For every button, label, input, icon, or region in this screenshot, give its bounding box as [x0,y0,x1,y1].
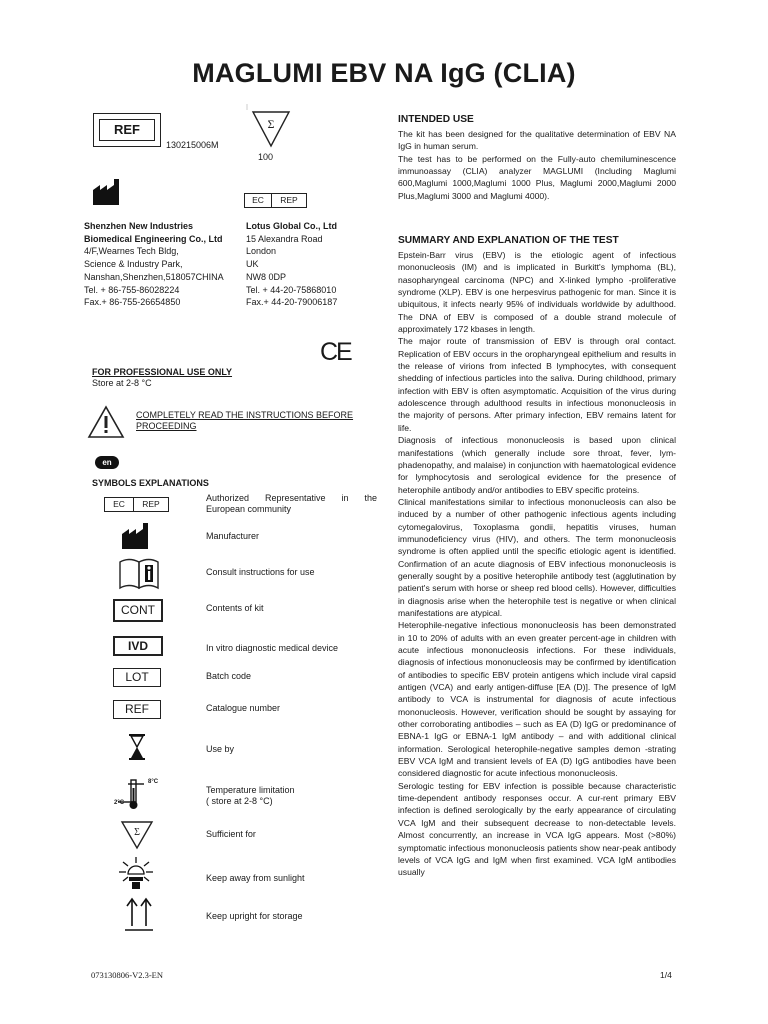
manufacturer-icon [92,178,124,211]
svg-text:Σ: Σ [134,827,140,838]
symbol-label-catalogue: Catalogue number [206,703,281,713]
symbol-label-manufacturer: Manufacturer [206,531,260,541]
language-badge: en [95,456,119,469]
paragraph: Epstein-Barr virus (EBV) is the etiologic agent of infectious mononucleosis (IM) and is implicated in Burkitt's lymphoma (BL), nasopharyngeal carcinoma (NPC) and X-linked lympho -proliferative syndrome (XLP). EBV is one herpesvirus pathogenic for man. Since it is ubiquitous, it infects nearly 95% of individuals worldwide by adulthood. The DNA of EBV is composed of a double strand molecule of approximately 172 kbases in length. [398,250,676,335]
representative-name: Lotus Global Co., Ltd [246,221,337,231]
ec-rep-symbol [244,193,307,208]
consult-instructions-icon [118,556,160,595]
summary-body [398,249,676,879]
intended-use-body [398,128,676,202]
svg-text:Σ: Σ [267,117,275,131]
address-line: Fax.+ 44-20-79006187 [246,297,338,308]
address-line: 15 Alexandra Road [246,233,323,244]
representative-address [246,220,386,309]
paragraph: The test has to be performed on the Fully-auto chemiluminescence immunoassay (CLIA) analyzer MAGLUMI (Including Maglumi 600,Maglumi 1000,Maglumi 1000 Plus, Maglumi 2000,Maglumi 2000 Plus,Maglumi 3000 and Maglumi 4000). [398,153,676,201]
ec-label: EC [113,499,125,509]
symbol-label-authorized-rep: Authorized Representative in the European community [206,493,377,514]
address-line: Nanshan,Shenzhen,518057CHINA [84,271,224,282]
symbol-label-sunlight: Keep away from sunlight [206,873,305,883]
symbol-label-upright: Keep upright for storage [206,911,303,921]
address-line: London [246,246,277,257]
temperature-limit-icon [114,776,164,812]
ivd-symbol: IVD [113,636,163,656]
address-line: Tel. + 44-20-75868010 [246,284,337,295]
ref-symbol-legend: REF [113,700,161,719]
rep-label: REP [133,498,168,511]
paragraph: The kit has been designed for the qualitative determination of EBV NA IgG in human serum. [398,129,676,152]
symbol-label-ivd: In vitro diagnostic medical device [206,643,339,653]
symbols-heading: SYMBOLS EXPLANATIONS [92,478,209,488]
ce-mark: CE [320,338,351,366]
keep-upright-icon [124,896,154,937]
storage-note: Store at 2-8 °C [92,378,152,388]
symbol-label-batch: Batch code [206,671,252,681]
temperature-label: Temperature limitation [206,785,295,795]
intended-use-heading: INTENDED USE [398,114,474,125]
sufficient-for-icon [233,104,293,148]
sufficient-for-icon [120,820,154,855]
manufacturer-name-2: Biomedical Engineering Co., Ltd [84,233,223,244]
paragraph: Diagnosis of infectious mononucleosis is based upon clinical manifestations (which generally include sore throat, fever, lym-phadenopathy, and malaise) in conjunction with haematological evidence for lymphocytosis and serological evidence for the presence of heterophile antibody and/or antibodies to EBV specific proteins. [398,435,676,495]
manufacturer-address [84,220,234,309]
warning-text: COMPLETELY READ THE INSTRUCTIONS BEFORE PROCEEDING [136,410,354,431]
manufacturer-name: Shenzhen New Industries [84,221,194,231]
address-line: 4/F,Wearnes Tech Bldg, [84,246,179,257]
summary-heading: SUMMARY AND EXPLANATION OF THE TEST [398,235,619,246]
symbol-label-sufficient: Sufficient for [206,829,256,839]
symbol-label-consult-instructions: Consult instructions for use [206,567,315,577]
professional-use-notice: FOR PROFESSIONAL USE ONLY [92,367,233,377]
lot-symbol: LOT [113,668,161,687]
ref-symbol: REF [99,119,155,141]
catalogue-number: 130215006M [166,140,219,150]
paragraph: Clinical manifestations similar to infectious mononucleosis can also be induced by a number of other pathogenic infectious agents including cytomegalovirus, Toxoplasma gondii, hepatitis viruses, human immunodeficiency virus (HIV), and others. The term mononucleosis syndrome is often applied until the specific etiologic agent is identified. Confirmation of an acute diagnosis of EBV infectious mononucleosis is generally sought by a positive heterophile antibody test (agglutination by patient's serum with horse or sheep red blood cells). However, difficulties in diagnosis arise when the heterophile test is negative or when clinical manifestations are atypical. [398,496,676,618]
paragraph: Heterophile-negative infectious mononucleosis has been demonstrated in 10 to 20% of adults with an even greater percent-age in children with acute infectious mononucleosis infections. For these individuals, diagnosis of infectious mononucleosis may be confirmed by identification of antibodies to specific EBV protein antigens which include viral capsid antigen (VCA) and early antigen-diffuse [EA (D)]. The presence of IgM antibody to VCA is instrumental for diagnosis of acute infectious mononucleosis. However, verification should be sought by assaying for other corroborating antibodies – such as EA (D) IgG or predominance of EBNA-1 IgG or EBNA-1 IgM antibody – and with additional clinical information. Serological heterophile-negative samples demon -strating EBV VCA IgM and transient levels of EA (D) IgG antibodies have been considered diagnostic for acute infectious mononucleosis. [398,620,676,779]
sigma-number: 100 [258,152,274,162]
temp-low-label: 2°C [114,800,125,806]
symbol-label-temperature [206,785,295,807]
ec-label: EC [252,195,264,205]
address-line: Science & Industry Park, [84,259,183,270]
address-line: Tel. + 86-755-86028224 [84,284,180,295]
symbol-label-contents: Contents of kit [206,603,264,613]
hourglass-icon [127,733,147,766]
footer-doc-code: 073130806-V2.3-EN [91,970,164,980]
address-line: NW8 0DP [246,271,287,282]
footer-page-number: 1/4 [660,970,672,980]
address-line: Fax.+ 86-755-26654850 [84,297,181,308]
symbol-label-use-by: Use by [206,744,235,754]
temp-high-label: 8°C [148,779,159,785]
ec-rep-symbol-legend [104,497,169,512]
manufacturer-icon [121,522,153,555]
address-line: UK [246,259,259,270]
cont-symbol: CONT [113,599,163,622]
document-title: MAGLUMI EBV NA IgG (CLIA) [192,58,576,88]
paragraph: The major route of transmission of EBV is through oral contact. Replication of EBV occurs in the oropharyngeal epithelium and results in the release of virions from infected B lymphocytes, with consequent shedding of infectious particles into the saliva. During childhood, primary infection with EBV is often asymptomatic. Acquisition of the virus during adolescence through adulthood results in infectious mononucleosis in the majority of persons. After primary infection, EBV remains latent for life. [398,336,676,433]
sunlight-icon [117,855,155,896]
temperature-range: ( store at 2-8 °C) [206,796,273,806]
warning-icon [87,405,125,444]
rep-label: REP [271,194,306,207]
paragraph: Serologic testing for EBV infection is possible because characteristic time-dependent antibody responses occur. A cur-rent primary EBV infection is defined serologically by the early appearance of circulating VCA IgM and their subsequent decrease to non-detectable levels. Almost concurrently, an increase in VCA IgG appears. Most (>80%) symptomatic infectious mononucleosis patients show near-peak antibody levels of VCA IgG and IgM when first examined. VCA IgM antibodies usually [398,780,676,878]
